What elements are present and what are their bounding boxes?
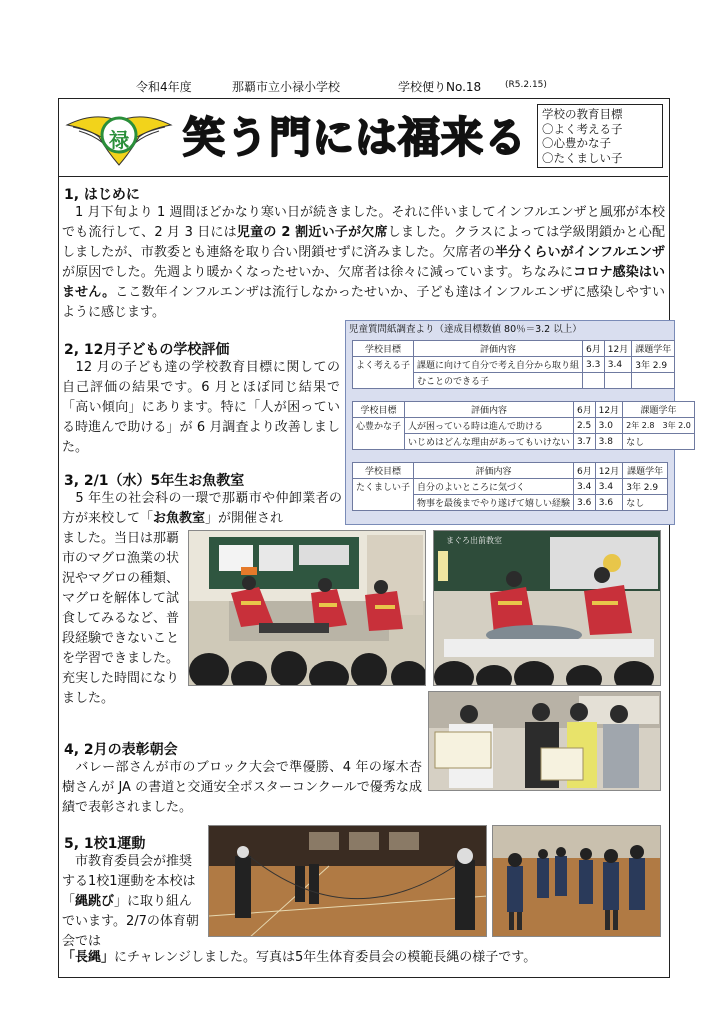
section5-heading: 5, 1校1運動	[64, 836, 146, 852]
table-row: いじめはどんな理由があってもいけない 3.7 3.8 なし	[353, 434, 695, 450]
header-school: 那覇市立小禄小学校	[232, 80, 341, 94]
emblem-character: 禄	[109, 128, 129, 152]
fish-class-photo-right	[433, 530, 661, 686]
section1-heading: 1, はじめに	[64, 187, 140, 203]
award-ceremony-photo	[428, 691, 661, 791]
goal-item: 〇心豊かな子	[542, 136, 611, 150]
goal-item: 〇たくましい子	[542, 150, 623, 165]
section5-caption: 「長縄」にチャレンジしました。写真は5年生体育委員会の模範長縄の様子です。	[62, 950, 537, 965]
section4-heading: 4, 2月の表彰朝会	[64, 742, 178, 758]
school-emblem-icon	[65, 107, 173, 167]
goals-heading: 学校の教育目標	[542, 107, 623, 121]
class-sign: まぐろ出前教室	[446, 536, 502, 545]
school-goals-box	[537, 104, 663, 168]
evaluation-table-panel	[345, 320, 691, 525]
section2-body: 12 月の子ども達の学校教育目標に関しての自己評価の結果です。6 月とほぼ同じ結果で「高い傾向」にあります。特に「人が困っている時進んで助ける」が 6 月調査より改善しました。	[62, 360, 340, 455]
jump-rope-photo-left	[208, 825, 487, 937]
header-newsletter-number: 学校便りNo.18	[398, 80, 482, 94]
goal-item: 〇よく考える子	[542, 121, 623, 136]
evaluation-table-1: 学校目標 評価内容 6月 12月 課題学年 よく考える子 課題に向けて自分で考え自分から取り組 3.3 3.4 3年 2.9 むことのできる子	[352, 340, 675, 389]
section3-body: ました。当日は那覇市のマグロ漁業の状況やマグロの種類、マグロを解体して試食してみるなど、普段経験できないことを学習できました。充実した時間になりました。	[62, 531, 180, 706]
table-row: むことのできる子	[353, 373, 675, 389]
title-banner	[59, 99, 668, 177]
table-row: たくましい子 自分のよいところに気づく 3.4 3.4 3年 2.9	[353, 479, 668, 495]
evaluation-table-3: 学校目標 評価内容 6月 12月 課題学年 たくましい子 自分のよいところに気づく 3.4 3.4 3年 2.9 物事を最後までやり遂げて嬉しい経験 3.6 3.6 なし	[352, 462, 668, 511]
section2-heading: 2, 12月子どもの学校評価	[64, 342, 230, 358]
section5-body: 市教育委員会が推奨する1校1運動を本校は「縄跳び」に取り組んでいます。2/7の体育朝会では	[62, 854, 199, 949]
jump-rope-photo-right	[492, 825, 661, 937]
table-row: 物事を最後までやり遂げて嬉しい経験 3.6 3.6 なし	[353, 495, 668, 511]
header-year: 令和4年度	[136, 80, 192, 94]
section4-body: バレー部さんが市のブロック大会で準優勝、4 年の塚木杏樹さんが JA の書道と交通安全ポスターコンクールで優秀な成績で表彰されました。	[62, 760, 422, 815]
section3-heading: 3, 2/1（水）5年生お魚教室	[64, 473, 245, 489]
section1-body: 1 月下旬より 1 週間ほどかなり寒い日が続きました。それに伴いましてインフルエンザと風邪が本校でも流行して、2 月 3 日には児童の 2 割近い子が欠席しました。クラスによっては学級閉鎖かと心配しましたが、市教委とも連絡を取り合い閉鎖せずに済みました。欠席者の半分くらいがインフルエンザが原因でした。先週より暖かくなったせいか、欠席者は徐々に減っています。ちなみにコロナ感染はいません。ここ数年インフルエンザは流行しなかったせいか、子ども達はインフルエンザに感染しやすいように感じます。	[62, 205, 665, 320]
table-row: よく考える子 課題に向けて自分で考え自分から取り組 3.3 3.4 3年 2.9	[353, 357, 675, 373]
fish-class-photo-left	[188, 530, 426, 686]
evaluation-table-2: 学校目標 評価内容 6月 12月 課題学年 心豊かな子 人が困っている時は進んで助ける 2.5 3.0 2年 2.8 3年 2.0 いじめはどんな理由があってもいけない 3.7 3.8 なし	[352, 401, 695, 450]
table-row: 心豊かな子 人が困っている時は進んで助ける 2.5 3.0 2年 2.8 3年 2.0	[353, 418, 695, 434]
newsletter-title: 笑う門には福来る	[183, 113, 528, 162]
section3-intro: 5 年生の社会科の一環で那覇市や仲卸業者の方が来校して「お魚教室」が開催され	[62, 491, 342, 526]
evaluation-title: 児童質問紙調査より（達成目標数値 80％＝3.2 以上）	[349, 324, 582, 335]
header-date: (R5.2.15)	[505, 80, 547, 90]
